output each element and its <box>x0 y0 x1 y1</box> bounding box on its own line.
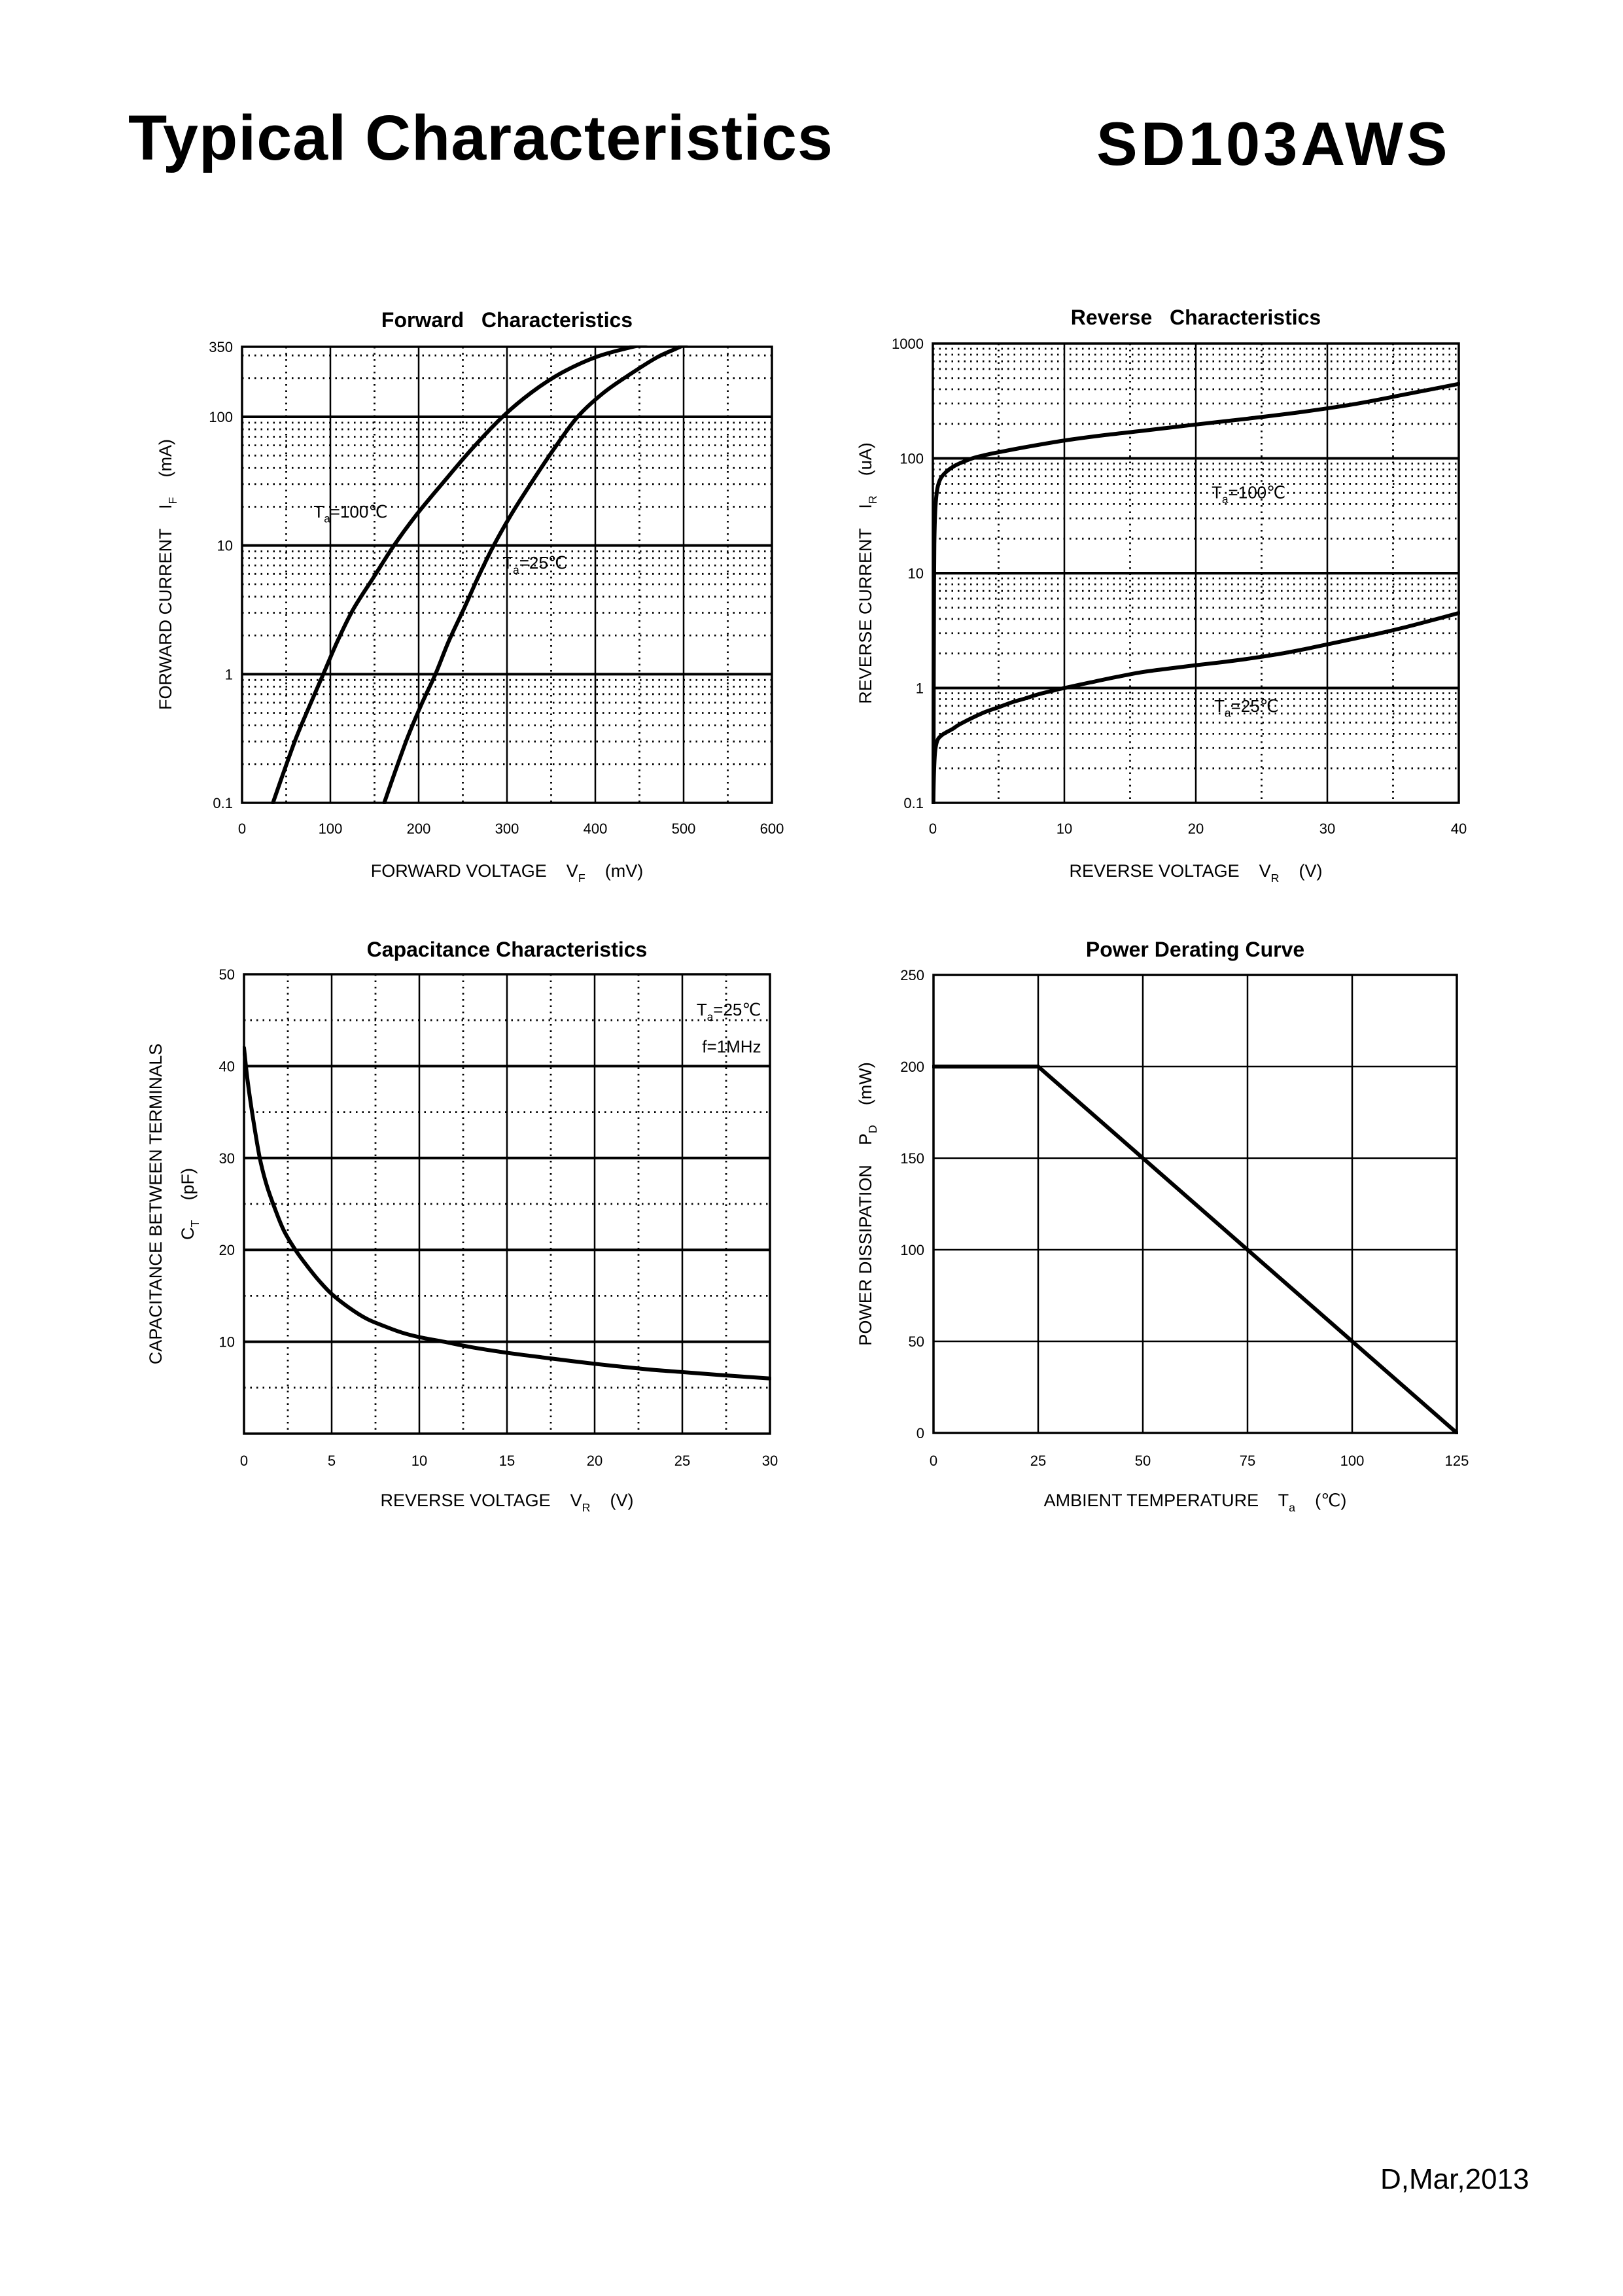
part-number: SD103AWS <box>1096 109 1451 178</box>
svg-text:50: 50 <box>1134 1453 1151 1469</box>
svg-text:40: 40 <box>218 1058 235 1075</box>
svg-text:10: 10 <box>218 1333 235 1351</box>
svg-text:CT (pF): $C_T$ (pF) <box>178 1168 202 1240</box>
svg-text:250: 250 <box>900 967 924 983</box>
page-title: Typical Characteristics <box>128 102 833 173</box>
svg-text:0: 0 <box>916 1425 924 1441</box>
svg-text:REVERSE CURRENT IR (uA): REVERSE CURRENT $I_R$ (uA) <box>856 442 880 704</box>
svg-text:30: 30 <box>1319 821 1336 837</box>
svg-text:CAPACITANCE BETWEEN TERMINALS: CAPACITANCE BETWEEN TERMINALS <box>146 1043 166 1365</box>
svg-text:f=1MHz: f=1MHz <box>702 1036 761 1057</box>
svg-text:30: 30 <box>218 1150 235 1167</box>
svg-text:200: 200 <box>900 1059 924 1075</box>
svg-text:100: 100 <box>1340 1453 1365 1469</box>
svg-text:1: 1 <box>915 680 924 697</box>
svg-text:200: 200 <box>406 821 431 837</box>
svg-text:75: 75 <box>1239 1453 1256 1469</box>
svg-text:1000: 1000 <box>892 336 924 352</box>
svg-text:FORWARD CURRENT IF (mA): FORWARD CURRENT $I_F$ (mA) <box>156 439 180 710</box>
svg-text:0: 0 <box>929 1453 938 1469</box>
revision-note: D,Mar,2013 <box>1380 2163 1529 2195</box>
svg-text:400: 400 <box>583 821 608 837</box>
svg-text:20: 20 <box>586 1453 603 1469</box>
svg-text:FORWARD VOLTAGE VF (mV): FORWARD VOLTAGE $V_F$ (mV) <box>370 861 644 885</box>
svg-text:Power Derating Curve: Power Derating Curve <box>1085 938 1305 961</box>
chart-power <box>856 938 1469 1514</box>
series-forward <box>273 342 691 803</box>
svg-text:150: 150 <box>900 1150 924 1167</box>
svg-text:10: 10 <box>1056 821 1073 837</box>
svg-text:100: 100 <box>899 450 924 467</box>
svg-text:Ta=100℃: $T_a=100℃$ <box>1212 482 1286 506</box>
svg-text:10: 10 <box>907 565 924 582</box>
svg-text:0.1: 0.1 <box>903 795 924 811</box>
svg-text:600: 600 <box>759 821 784 837</box>
svg-text:30: 30 <box>761 1453 778 1469</box>
svg-text:50: 50 <box>908 1333 924 1350</box>
svg-text:50: 50 <box>218 966 235 983</box>
svg-text:300: 300 <box>495 821 519 837</box>
svg-text:Forward Characteristics: Forward Characteristics <box>381 308 633 332</box>
svg-text:25: 25 <box>674 1453 691 1469</box>
svg-text:20: 20 <box>1187 821 1204 837</box>
svg-text:Capacitance Characteristics: Capacitance Characteristics <box>366 938 648 961</box>
svg-text:20: 20 <box>218 1242 235 1259</box>
svg-text:0.1: 0.1 <box>213 795 233 811</box>
svg-text:Ta=100℃: $T_a=100℃$ <box>313 501 388 525</box>
chart-capacitance <box>146 938 778 1514</box>
svg-text:350: 350 <box>209 339 233 355</box>
svg-text:10: 10 <box>411 1453 428 1469</box>
svg-text:0: 0 <box>239 1453 249 1469</box>
svg-text:REVERSE VOLTAGE VR (V): REVERSE VOLTAGE $V_R$ (V) <box>380 1491 634 1515</box>
svg-text:0: 0 <box>928 821 937 837</box>
svg-text:15: 15 <box>498 1453 515 1469</box>
svg-text:REVERSE VOLTAGE VR (V): REVERSE VOLTAGE $V_R$ (V) <box>1069 861 1323 885</box>
svg-text:100: 100 <box>900 1242 924 1258</box>
svg-text:5: 5 <box>327 1453 336 1469</box>
svg-text:40: 40 <box>1450 821 1467 837</box>
svg-text:Ta=25℃: $T_a=25℃$ <box>696 1000 761 1023</box>
chart-forward <box>156 308 784 885</box>
svg-text:100: 100 <box>209 409 233 426</box>
svg-text:Reverse Characteristics: Reverse Characteristics <box>1070 306 1321 329</box>
chart-reverse <box>856 306 1467 885</box>
svg-text:1: 1 <box>224 666 233 683</box>
svg-text:25: 25 <box>1030 1453 1047 1469</box>
svg-text:POWER DISSIPATION PD (mW: POWER DISSIPATION $P_D$ (mW) <box>856 1062 880 1346</box>
svg-text:0: 0 <box>237 821 247 837</box>
svg-text:10: 10 <box>217 537 233 554</box>
svg-text:Ta=25℃: $T_a=25℃$ <box>1214 696 1279 720</box>
svg-text:500: 500 <box>671 821 696 837</box>
svg-text:Ta=25℃: $T_a=25℃$ <box>502 553 567 576</box>
svg-text:100: 100 <box>318 821 343 837</box>
svg-text:125: 125 <box>1444 1453 1469 1469</box>
svg-text:AMBIENT TEMPERATURE Ta (: AMBIENT TEMPERATURE $T_a$ (℃) <box>1043 1491 1347 1515</box>
